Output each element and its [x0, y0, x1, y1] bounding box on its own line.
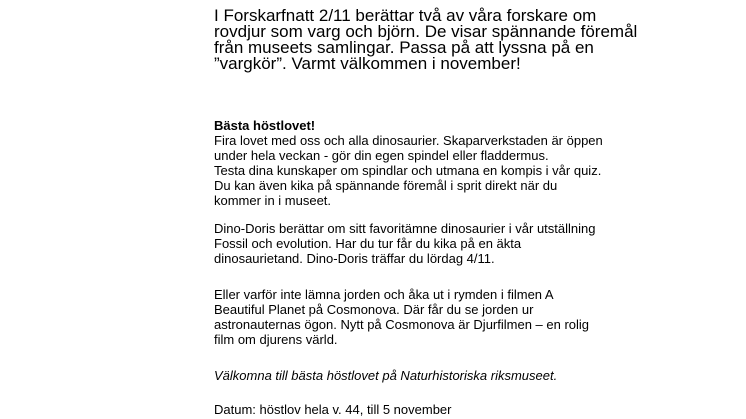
closing-text: Välkomna till bästa höstlovet på Naturhistoriska riksmuseet.: [214, 368, 558, 383]
paragraph-line: kommer in i museet.: [214, 193, 332, 208]
paragraph-line: Beautiful Planet på Cosmonova. Där får du se jorden ur: [214, 302, 534, 317]
date-line: [214, 402, 684, 417]
paragraph-line: Fira lovet med oss och alla dinosaurier. Skaparverkstaden är öppen: [214, 133, 603, 148]
intro-paragraph: [214, 8, 674, 72]
intro-line: från museets samlingar. Passa på att lyssna på en: [214, 38, 594, 57]
date-text: Datum: höstlov hela v. 44, till 5 november: [214, 402, 452, 417]
intro-line: I Forskarfnatt 2/11 berättar två av våra forskare om: [214, 6, 597, 25]
dino-doris-paragraph: [214, 221, 684, 266]
paragraph-line: Fossil och evolution. Har du tur får du kika på en äkta: [214, 236, 522, 251]
paragraph-line: under hela veckan - gör din egen spindel eller fladdermus.: [214, 148, 549, 163]
closing-line: [214, 368, 684, 383]
paragraph-line: dinosaurietand. Dino-Doris träffar du lördag 4/11.: [214, 251, 495, 266]
paragraph-line: film om djurens värld.: [214, 332, 338, 347]
paragraph-line: astronauternas ögon. Nytt på Cosmonova är Djurfilmen – en rolig: [214, 317, 590, 332]
hostlov-section: [214, 118, 684, 208]
paragraph-line: Dino-Doris berättar om sitt favoritämne dinosaurier i vår utställning: [214, 221, 596, 236]
cosmonova-paragraph: [214, 287, 684, 347]
intro-line: ”vargkör”. Varmt välkommen i november!: [214, 54, 521, 73]
paragraph-line: Eller varför inte lämna jorden och åka ut i rymden i filmen A: [214, 287, 554, 302]
section-heading: Bästa höstlovet!: [214, 118, 316, 133]
intro-line: rovdjur som varg och björn. De visar spännande föremål: [214, 22, 638, 41]
paragraph-line: Testa dina kunskaper om spindlar och utmana en kompis i vår quiz.: [214, 163, 602, 178]
paragraph-line: Du kan även kika på spännande föremål i sprit direkt när du: [214, 178, 558, 193]
